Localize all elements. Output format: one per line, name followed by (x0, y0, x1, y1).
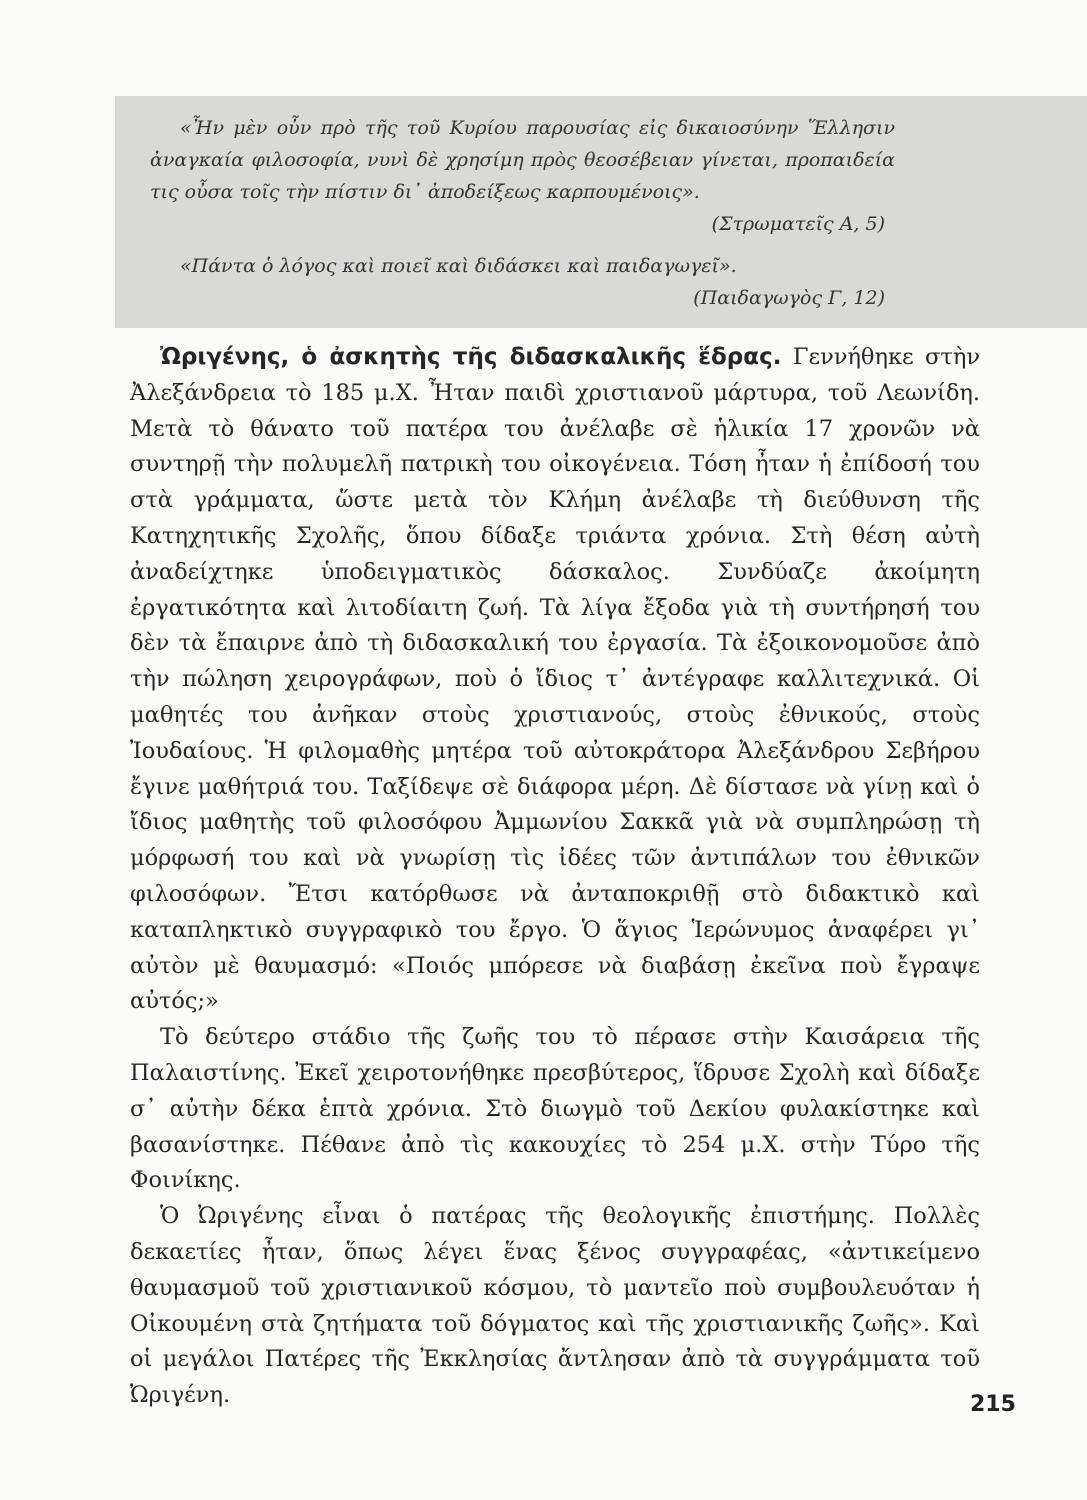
paragraph-1-text: Γεννήθηκε στὴν Ἀλεξάνδρεια τὸ 185 μ.Χ. Ἦταν παιδὶ χριστιανοῦ μάρτυρα, τοῦ Λεωνίδη. Μετὰ τὸ θάνατο τοῦ πατέρα του ἀνέλαβε σὲ ἡλικία 17 χρονῶν νὰ συντηρῇ τὴν πολυμελῆ πατρικὴ του οἰκογένεια. Τόση ἦταν ἡ ἐπίδοσή του στὰ γράμματα, ὥστε μετὰ τὸν Κλήμη ἀνέλαβε τὴ διεύθυνση τῆς Κατηχητικῆς Σχολῆς, ὅπου δίδαξε τριάντα χρόνια. Στὴ θέση αὐτὴ ἀναδείχτηκε ὑποδειγματικὸς δάσκαλος. Συνδύαζε ἀκοίμητη ἐργατικότητα καὶ λιτοδίαιτη ζωή. Τὰ λίγα ἔξοδα γιὰ τὴ συντήρησή του δὲν τὰ ἔπαιρνε ἀπὸ τὴ διδασκαλική του ἐργασία. Τὰ ἐξοικονομοῦσε ἀπὸ τὴν πώληση χειρογράφων, ποὺ ὁ ἴδιος τ᾽ ἀντέγραφε καλλιτεχνικά. Οἱ μαθητές του ἀνῆκαν στοὺς χριστιανούς, στοὺς ἐθνικούς, στοὺς Ἰουδαίους. Ἡ φιλομαθὴς μητέρα τοῦ αὐτοκράτορα Ἀλεξάνδρου Σεβήρου ἔγινε μαθήτριά του. Ταξίδεψε σὲ διάφορα μέρη. Δὲ δίστασε νὰ γίνῃ καὶ ὁ ἴδιος μαθητὴς τοῦ φιλοσόφου Ἀμμωνίου Σακκᾶ γιὰ νὰ συμπληρώσῃ τὴ μόρφωσή του καὶ νὰ γνωρίσῃ τὶς ἰδέες τῶν ἀντιπάλων του ἐθνικῶν φιλοσόφων. Ἔτσι κατόρθωσε νὰ ἀνταποκριθῇ στὸ διδακτικὸ καὶ καταπληκτικὸ συγγραφικὸ του ἔργο. Ὁ ἅγιος Ἱερώνυμος ἀναφέρει γι᾽ αὐτὸν μὲ θαυμασμό: «Ποιός μπόρεσε νὰ διαβάσῃ ἐκεῖνα ποὺ ἔγραψε αὐτός;» (130, 344, 981, 1015)
paragraph-1 (130, 340, 980, 1020)
section-heading: Ὠριγένης, ὁ ἀσκητὴς τῆς διδασκαλικῆς ἕδρας. (160, 344, 782, 370)
epigraph-quotes (150, 112, 895, 324)
paragraph-3: Ὁ Ὠριγένης εἶναι ὁ πατέρας τῆς θεολογικῆς ἐπιστήμης. Πολλὲς δεκαετίες ἦταν, ὅπως λέγει ἕνας ξένος συγγραφέας, «ἀντικείμενο θαυμασμοῦ τοῦ χριστιανικοῦ κόσμου, τὸ μαντεῖο ποὺ συμβουλευόταν ἡ Οἰκουμένη στὰ ζητήματα τοῦ δόγματος καὶ τῆς χριστιανικῆς ζωῆς». Καὶ οἱ μεγάλοι Πατέρες τῆς Ἐκκλησίας ἄντλησαν ἀπὸ τὰ συγγράμματα τοῦ Ὠριγένη. (130, 1203, 980, 1409)
page-number: 215 (970, 1392, 1016, 1417)
quote-1-source: (Στρωματεῖς Α, 5) (711, 213, 885, 235)
quote-2-source: (Παιδαγωγὸς Γ, 12) (693, 287, 885, 309)
quote-1: «Ἦν μὲν οὖν πρὸ τῆς τοῦ Κυρίου παρουσίας εἰς δικαιοσύνην Ἕλλησιν ἀναγκαία φιλοσοφία, νυνὶ δὲ χρησίμη πρὸς θεοσέβειαν γίνεται, προπαιδεία τις οὖσα τοῖς τὴν πίστιν δι᾽ ἀποδείξεως καρπουμένοις». (150, 117, 895, 203)
main-text (130, 340, 980, 1414)
quote-2: «Πάντα ὁ λόγος καὶ ποιεῖ καὶ διδάσκει καὶ παιδαγωγεῖ». (180, 255, 737, 277)
paragraph-2: Τὸ δεύτερο στάδιο τῆς ζωῆς του τὸ πέρασε στὴν Καισάρεια τῆς Παλαιστίνης. Ἐκεῖ χειροτονήθηκε πρεσβύτερος, ἵδρυσε Σχολὴ καὶ δίδαξε σ᾽ αὐτὴν δέκα ἑπτὰ χρόνια. Στὸ διωγμὸ τοῦ Δεκίου φυλακίστηκε καὶ βασανίστηκε. Πέθανε ἀπὸ τὶς κακουχίες τὸ 254 μ.Χ. στὴν Τύρο τῆς Φοινίκης. (130, 1024, 980, 1194)
